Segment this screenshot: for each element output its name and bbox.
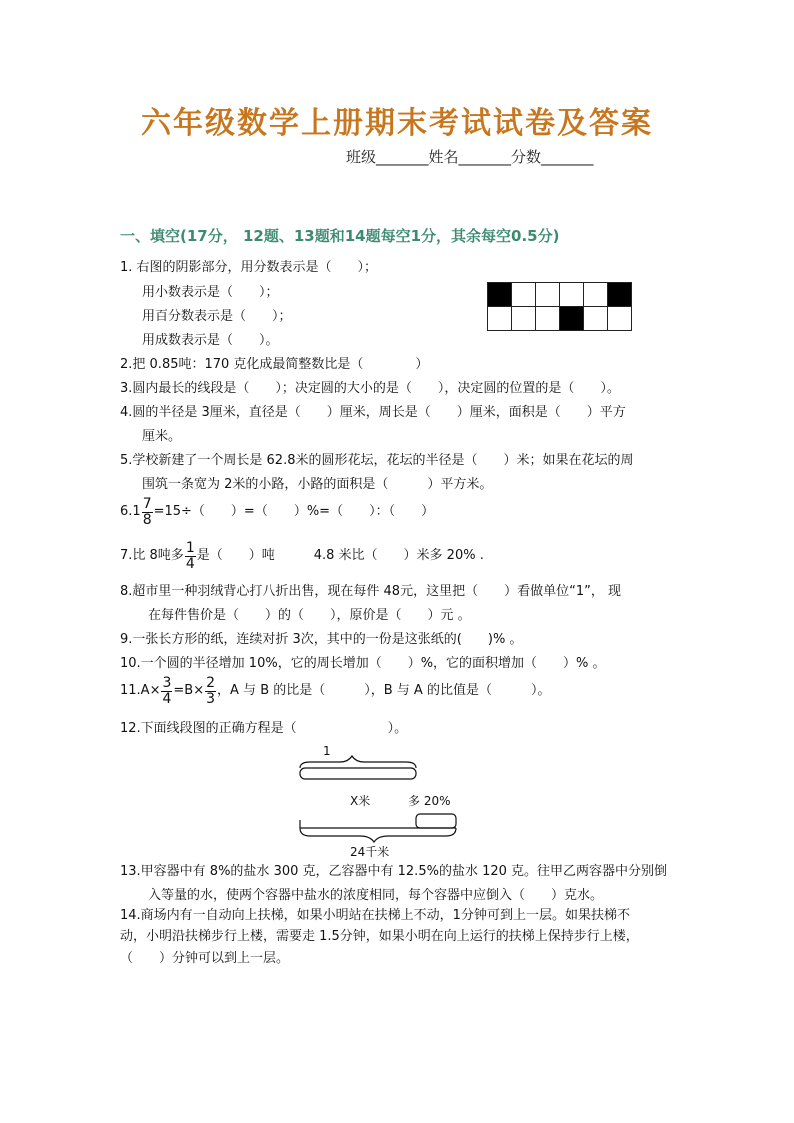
diagram-label-more: 多 20% [408,794,451,808]
grid-cell [488,307,512,331]
question-1-tenths: 用成数表示是（ ）。 [142,333,279,348]
extra-segment [416,814,456,828]
diagram-label-x: X米 [350,794,371,808]
question-1-decimal: 用小数表示是（ ）； [142,285,279,300]
grid-cell [584,283,608,307]
question-9: 9.一张长方形的纸，连续对折 3次，其中的一份是这张纸的( )% 。 [120,632,523,647]
q6-rest: =15÷（ ）=（ ）%=（ ）：（ ） [153,504,435,519]
q7-numerator: 1 [185,539,195,556]
grid-cell [512,307,536,331]
grid-cell [536,283,560,307]
grid-cell [488,283,512,307]
question-3: 3.圆内最长的线段是（ ）；决定圆的大小的是（ ），决定圆的位置的是（ ）。 [120,381,620,396]
question-10: 10.一个圆的半径增加 10%，它的周长增加（ ）%，它的面积增加（ ）% 。 [120,656,606,671]
grid-cell [608,283,632,307]
question-4-continued: 厘米。 [142,429,182,444]
q11-denominator-1: 4 [162,690,172,707]
q7-prefix: 7.比 8吨多 [120,548,184,563]
q7-fraction [185,541,196,572]
q6-denominator: 8 [142,511,152,528]
question-13-continued: 入等量的水，使两个容器中盐水的浓度相同，每个容器中应倒入（ ）克水。 [148,888,604,903]
question-7 [120,538,484,574]
question-14: 14.商场内有一自动向上扶梯，如果小明站在扶梯上不动，1分钟可到上一层。如果扶梯不 [120,908,630,923]
diagram-label-total: 24千米 [350,845,390,859]
question-1-fraction: 1. 右图的阴影部分，用分数表示是（ ）； [120,260,378,275]
grid-cell [584,307,608,331]
q11-fraction-2 [205,676,216,707]
question-8-continued: 在每件售价是（ ）的（ ），原价是（ ）元 。 [148,608,471,623]
question-5-continued: 围筑一条宽为 2米的小路，小路的面积是（ ）平方米。 [142,477,493,492]
diagram-label-one: 1 [323,744,331,758]
q11-denominator-2: 3 [206,690,216,707]
q11-numerator-1: 3 [162,674,172,691]
question-6 [120,494,434,530]
student-info-line: 班级_______姓名_______分数_______ [346,148,594,166]
line-segment-diagram [280,740,480,860]
grid-row [488,283,632,307]
q11-part-a: 11.A× [120,683,161,698]
top-brace [300,756,416,768]
question-14-line-3: （ ）分钟可以到上一层。 [120,951,290,966]
q7-rest: 是（ ）吨 4.8 米比（ ）米多 20% . [196,548,484,563]
question-12: 12.下面线段图的正确方程是（ ）。 [120,721,408,736]
q6-prefix: 6.1 [120,504,141,519]
bottom-brace [300,828,456,842]
q6-fraction [142,497,153,528]
question-8: 8.超市里一种羽绒背心打八折出售，现在每件 48元，这里把（ ）看做单位“1”， 现 [120,584,621,599]
q11-rest: ，A 与 B 的比是（ ），B 与 A 的比值是（ ）。 [217,683,551,698]
grid-row [488,307,632,331]
page-title: 六年级数学上册期末考试试卷及答案 [141,106,653,141]
q6-numerator: 7 [142,495,152,512]
grid-cell [608,307,632,331]
grid-cell [512,283,536,307]
question-4: 4.圆的半径是 3厘米，直径是（ ）厘米，周长是（ ）厘米，面积是（ ）平方 [120,405,626,420]
section-heading: 一、填空(17分， 12题、13题和14题每空1分，其余每空0.5分) [120,227,560,245]
grid-cell [536,307,560,331]
grid-cell [560,307,584,331]
q11-numerator-2: 2 [206,674,216,691]
shaded-grid-figure [487,282,632,331]
q7-denominator: 4 [185,555,195,572]
question-11 [120,672,550,710]
question-5: 5.学校新建了一个周长是 62.8米的圆形花坛，花坛的半径是（ ）米；如果在花坛的周 [120,453,634,468]
q11-part-b: =B× [173,683,205,698]
grid-cell [560,283,584,307]
question-1-percent: 用百分数表示是（ ）； [142,309,292,324]
question-14-line-2: 动，小明沿扶梯步行上楼，需要走 1.5分钟，如果小明在向上运行的扶梯上保持步行上楼， [120,929,639,944]
top-bar [300,768,416,779]
question-2: 2.把 0.85吨：170 克化成最简整数比是（ ） [120,357,429,372]
question-13: 13.甲容器中有 8%的盐水 300 克，乙容器中有 12.5%的盐水 120 克。往甲乙两容器中分别倒 [120,864,668,879]
q11-fraction-1 [161,676,172,707]
